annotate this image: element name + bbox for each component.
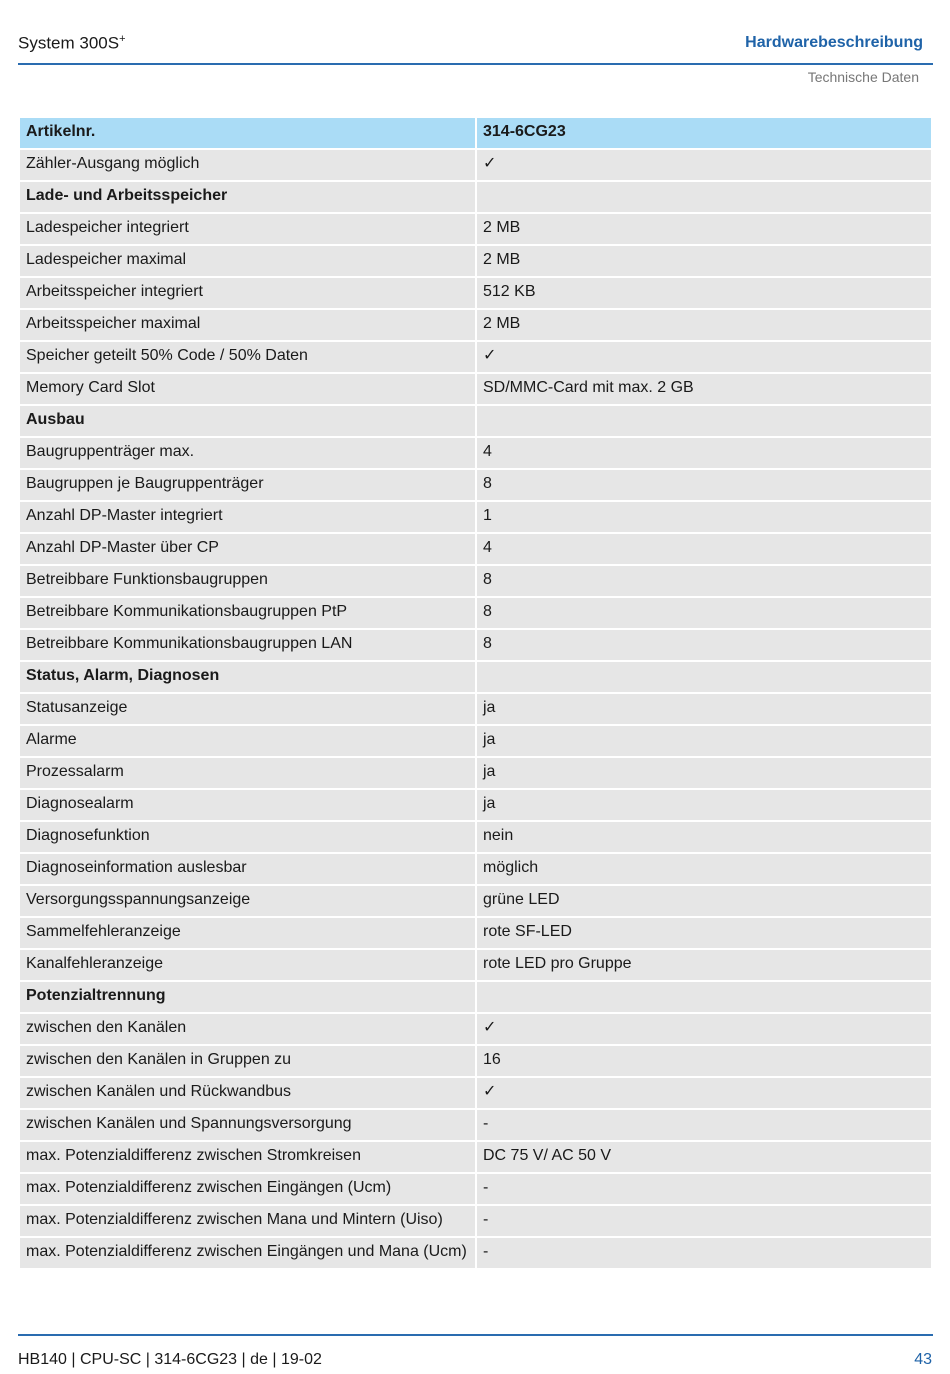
value-cell: 16 [477, 1046, 931, 1076]
section-title-cell: Ausbau [20, 406, 475, 436]
table-row [20, 1046, 931, 1076]
table-row [20, 150, 931, 180]
parameter-cell: zwischen Kanälen und Rückwandbus [20, 1078, 475, 1108]
product-title-superscript: + [119, 33, 126, 45]
value-cell: 512 KB [477, 278, 931, 308]
parameter-cell: max. Potenzialdifferenz zwischen Mana und Mintern (Uiso) [20, 1206, 475, 1236]
section-title-cell: Lade- und Arbeitsspeicher [20, 182, 475, 212]
spec-table [18, 116, 933, 1270]
value-cell: 8 [477, 598, 931, 628]
value-cell: rote LED pro Gruppe [477, 950, 931, 980]
table-row [20, 246, 931, 276]
table-row [20, 886, 931, 916]
parameter-cell: Betreibbare Funktionsbaugruppen [20, 566, 475, 596]
parameter-cell: Diagnosefunktion [20, 822, 475, 852]
parameter-cell: Kanalfehleranzeige [20, 950, 475, 980]
value-cell: nein [477, 822, 931, 852]
parameter-cell: Arbeitsspeicher integriert [20, 278, 475, 308]
table-row [20, 1078, 931, 1108]
value-cell: ja [477, 694, 931, 724]
value-cell: 8 [477, 470, 931, 500]
section-title-cell: Status, Alarm, Diagnosen [20, 662, 475, 692]
table-row [20, 1014, 931, 1044]
table-row [20, 470, 931, 500]
table-row [20, 726, 931, 756]
parameter-cell: zwischen den Kanälen [20, 1014, 475, 1044]
section-row [20, 662, 931, 692]
value-cell: - [477, 1238, 931, 1268]
value-cell: 2 MB [477, 310, 931, 340]
value-cell: 4 [477, 534, 931, 564]
parameter-cell: Sammelfehleranzeige [20, 918, 475, 948]
table-row [20, 694, 931, 724]
value-cell: - [477, 1110, 931, 1140]
checkmark-icon: ✓ [477, 150, 931, 180]
table-row [20, 214, 931, 244]
value-cell: 1 [477, 502, 931, 532]
parameter-cell: Prozessalarm [20, 758, 475, 788]
value-cell: 8 [477, 566, 931, 596]
parameter-cell: Diagnoseinformation auslesbar [20, 854, 475, 884]
table-row [20, 854, 931, 884]
table-row [20, 1238, 931, 1268]
parameter-cell: max. Potenzialdifferenz zwischen Eingängen und Mana (Ucm) [20, 1238, 475, 1268]
parameter-cell: Alarme [20, 726, 475, 756]
table-row [20, 342, 931, 372]
parameter-cell: Ladespeicher maximal [20, 246, 475, 276]
section-row [20, 182, 931, 212]
parameter-cell: Statusanzeige [20, 694, 475, 724]
parameter-cell: Betreibbare Kommunikationsbaugruppen LAN [20, 630, 475, 660]
value-cell: 2 MB [477, 246, 931, 276]
table-row [20, 630, 931, 660]
parameter-cell: Versorgungsspannungsanzeige [20, 886, 475, 916]
value-cell: 4 [477, 438, 931, 468]
header-value-cell: 314-6CG23 [477, 118, 931, 148]
table-row [20, 310, 931, 340]
parameter-cell: max. Potenzialdifferenz zwischen Stromkreisen [20, 1142, 475, 1172]
parameter-cell: Baugruppen je Baugruppenträger [20, 470, 475, 500]
value-cell: SD/MMC-Card mit max. 2 GB [477, 374, 931, 404]
section-title-cell: Potenzialtrennung [20, 982, 475, 1012]
parameter-cell: Ladespeicher integriert [20, 214, 475, 244]
section-row [20, 982, 931, 1012]
value-cell: ja [477, 758, 931, 788]
value-cell: - [477, 1174, 931, 1204]
document-reference: HB140 | CPU-SC | 314-6CG23 | de | 19-02 [18, 1351, 322, 1368]
table-row [20, 534, 931, 564]
checkmark-icon: ✓ [477, 342, 931, 372]
value-cell: - [477, 1206, 931, 1236]
checkmark-icon: ✓ [477, 1014, 931, 1044]
table-row [20, 502, 931, 532]
value-cell: 8 [477, 630, 931, 660]
parameter-cell: Speicher geteilt 50% Code / 50% Daten [20, 342, 475, 372]
value-cell: grüne LED [477, 886, 931, 916]
value-cell: ja [477, 790, 931, 820]
product-title: System 300S+ [18, 33, 126, 53]
value-cell: 2 MB [477, 214, 931, 244]
parameter-cell: zwischen den Kanälen in Gruppen zu [20, 1046, 475, 1076]
parameter-cell: zwischen Kanälen und Spannungsversorgung [20, 1110, 475, 1140]
value-cell: DC 75 V/ AC 50 V [477, 1142, 931, 1172]
table-row [20, 1174, 931, 1204]
table-row [20, 438, 931, 468]
subsection-title: Technische Daten [807, 69, 919, 85]
table-row [20, 566, 931, 596]
section-title: Hardwarebeschreibung [745, 34, 923, 51]
table-row [20, 598, 931, 628]
value-cell: möglich [477, 854, 931, 884]
table-row [20, 1206, 931, 1236]
table-row [20, 1110, 931, 1140]
table-row [20, 1142, 931, 1172]
footer-rule [18, 1334, 933, 1336]
parameter-cell: Zähler-Ausgang möglich [20, 150, 475, 180]
table-row [20, 790, 931, 820]
parameter-cell: Anzahl DP-Master integriert [20, 502, 475, 532]
table-row [20, 822, 931, 852]
parameter-cell: Anzahl DP-Master über CP [20, 534, 475, 564]
table-row [20, 758, 931, 788]
parameter-cell: Arbeitsspeicher maximal [20, 310, 475, 340]
value-cell: ja [477, 726, 931, 756]
parameter-cell: Betreibbare Kommunikationsbaugruppen PtP [20, 598, 475, 628]
table-row [20, 278, 931, 308]
table-row [20, 374, 931, 404]
value-cell [477, 982, 931, 1012]
checkmark-icon: ✓ [477, 1078, 931, 1108]
table-row [20, 918, 931, 948]
header-key-cell: Artikelnr. [20, 118, 475, 148]
section-row [20, 406, 931, 436]
page-number: 43 [914, 1351, 932, 1368]
table-header-row [20, 118, 931, 148]
value-cell [477, 662, 931, 692]
parameter-cell: Diagnosealarm [20, 790, 475, 820]
parameter-cell: Baugruppenträger max. [20, 438, 475, 468]
parameter-cell: Memory Card Slot [20, 374, 475, 404]
table-row [20, 950, 931, 980]
header-rule [18, 63, 933, 65]
parameter-cell: max. Potenzialdifferenz zwischen Eingängen (Ucm) [20, 1174, 475, 1204]
value-cell: rote SF-LED [477, 918, 931, 948]
value-cell [477, 182, 931, 212]
value-cell [477, 406, 931, 436]
